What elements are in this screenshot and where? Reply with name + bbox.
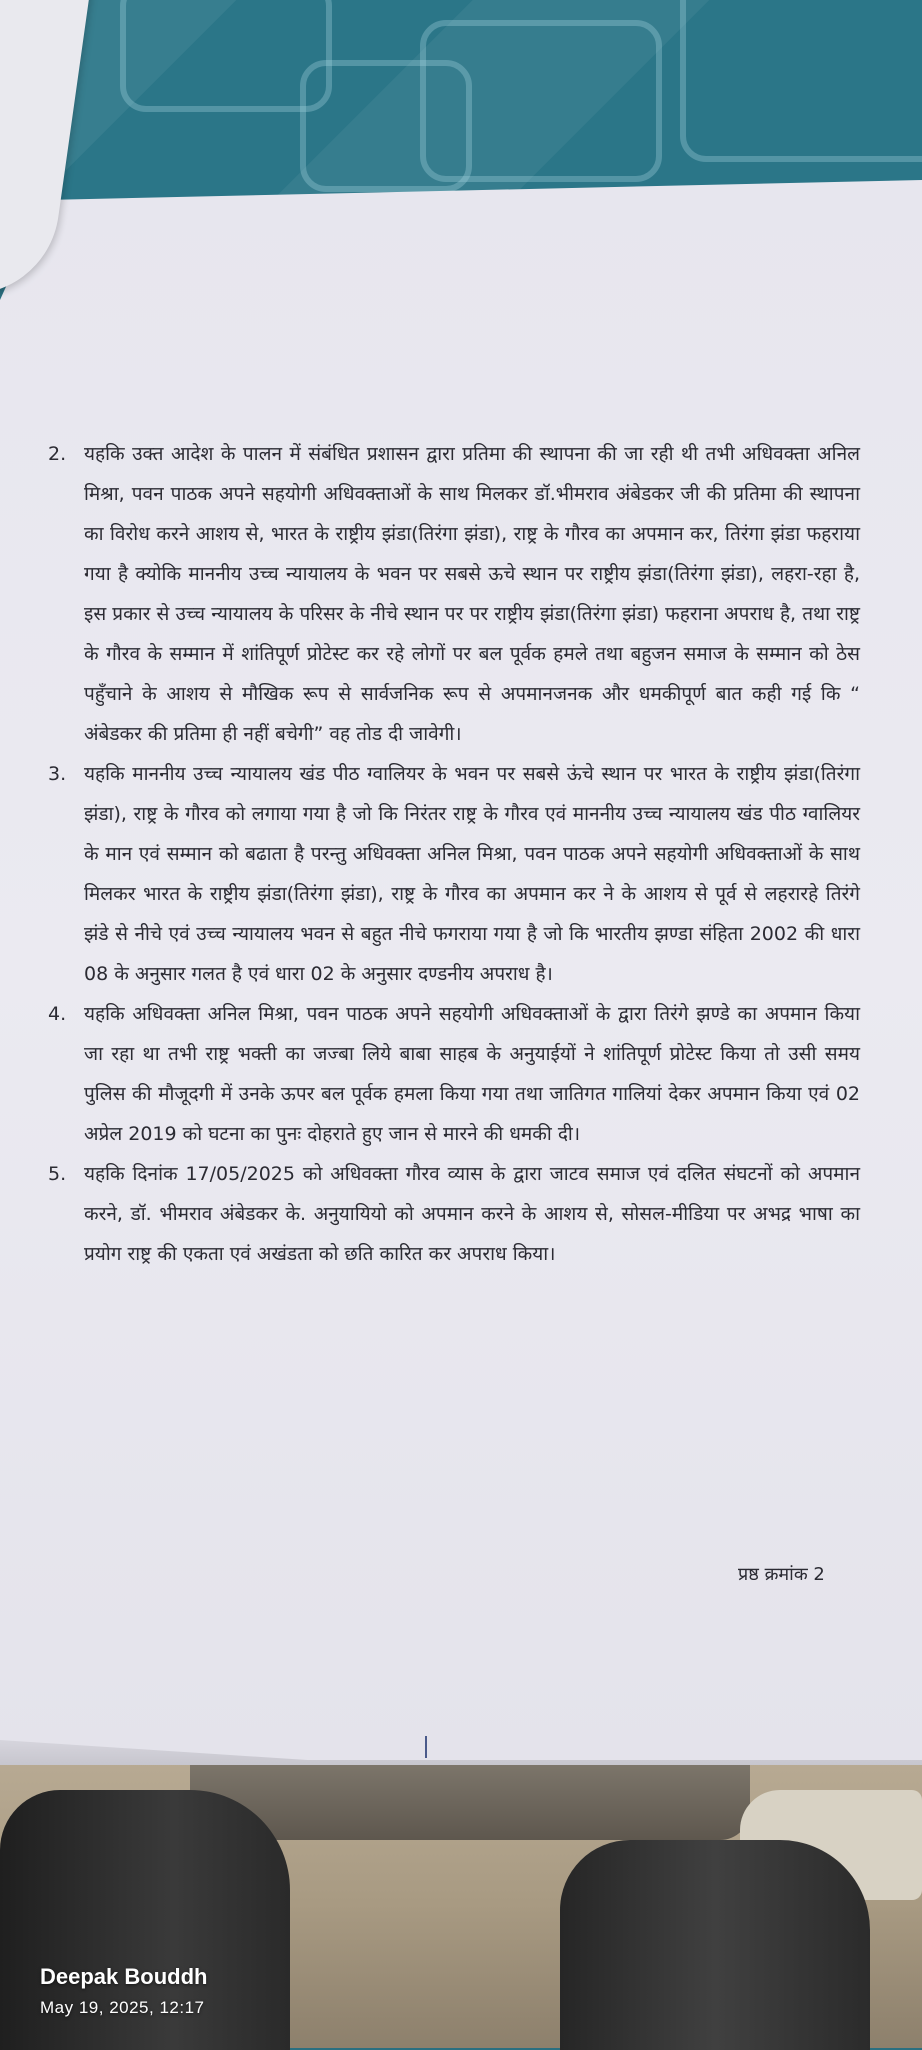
list-item	[48, 754, 860, 994]
watermark-name: Deepak Bouddh	[40, 1964, 208, 1989]
page-number: प्रष्ठ क्रमांक 2	[738, 1564, 825, 1585]
backdrop-tile	[300, 60, 472, 192]
watermark-datetime: May 19, 2025, 12:17	[40, 1998, 205, 2017]
stone-seat	[190, 1760, 750, 1840]
document-body	[48, 434, 860, 1274]
list-item	[48, 434, 860, 754]
photo-watermark	[40, 1964, 207, 2018]
ink-mark	[425, 1736, 427, 1758]
item-number: 4.	[48, 1003, 67, 1025]
item-number: 2.	[48, 443, 67, 465]
backdrop-tile	[680, 0, 922, 162]
item-number: 5.	[48, 1163, 67, 1185]
list-item	[48, 994, 860, 1154]
item-text: यहकि दिनांक 17/05/2025 को अधिवक्ता गौरव व्यास के द्वारा जाटव समाज एवं दलित संघटनों को अपमान करने, डॉ. भीमराव अंबेडकर के. अनुयायियो को अपमान करने के आशय से, सोसल-मीडिया पर अभद्र भाषा का प्रयोग राष्ट्र की एकता एवं अखंडता को छति कारित कर अपराध किया।	[84, 1163, 860, 1265]
item-text: यहकि माननीय उच्च न्यायालय खंड पीठ ग्वालियर के भवन पर सबसे ऊंचे स्थान पर भारत के राष्ट्रीय झंडा(तिरंगा झंडा), राष्ट्र के गौरव को लगाया गया है जो कि निरंतर राष्ट्र के गौरव एवं माननीय उच्च न्यायालय खंड पीठ ग्वालियर के मान एवं सम्मान को बढाता है परन्तु अधिवक्ता अनिल मिश्रा, पवन पाठक अपने सहयोगी अधिवक्ताओं के साथ मिलकर भारत के राष्ट्रीय झंडा(तिरंगा झंडा), राष्ट्र के गौरव का अपमान कर ने के आशय से पूर्व से लहरारहे तिरंगे झंडे से नीचे एवं उच्च न्यायालय भवन से बहुत नीचे फगराया गया है जो कि भारतीय झण्डा संहिता 2002 की धारा 08 के अनुसार गलत है एवं धारा 02 के अनुसार दण्डनीय अपराध है।	[84, 763, 860, 985]
item-text: यहकि उक्त आदेश के पालन में संबंधित प्रशासन द्वारा प्रतिमा की स्थापना की जा रही थी तभी अधिवक्ता अनिल मिश्रा, पवन पाठक अपने सहयोगी अधिवक्ताओं के साथ मिलकर डॉ.भीमराव अंबेडकर जी की प्रतिमा की स्थापना का विरोध करने आशय से, भारत के राष्ट्रीय झंडा(तिरंगा झंडा), राष्ट्र के गौरव का अपमान कर, तिरंगा झंडा फहराया गया है क्योकि माननीय उच्च न्यायालय के भवन पर सबसे ऊचे स्थान पर राष्ट्रीय झंडा(तिरंगा झंडा), लहरा-रहा है, इस प्रकार से उच्च न्यायालय के परिसर के नीचे स्थान पर पर राष्ट्रीय झंडा(तिरंगा झंडा) फहराना अपराध है, तथा राष्ट्र के गौरव के सम्मान में शांतिपूर्ण प्रोटेस्ट कर रहे लोगों पर बल पूर्वक हमले तथा बहुजन समाज के सम्मान को ठेस पहुँचाने के आशय से मौखिक रूप से सार्वजनिक रूप से अपमानजनक और धमकीपूर्ण बात कही गई कि “ अंबेडकर की प्रतिमा ही नहीं बचेगी” वह तोड दी जावेगी।	[84, 443, 860, 745]
item-text: यहकि अधिवक्ता अनिल मिश्रा, पवन पाठक अपने सहयोगी अधिवक्ताओं के द्वारा तिरंगे झण्डे का अपमान किया जा रहा था तभी राष्ट्र भक्ती का जज्बा लिये बाबा साहब के अनुयाईयों ने शांतिपूर्ण प्रोटेस्ट किया तो उसी समय पुलिस की मौजूदगी में उनके ऊपर बल पूर्वक हमला किया गया तथा जातिगत गालियां देकर अपमान किया एवं 02 अप्रेल 2019 को घटना का पुनः दोहराते हुए जान से मारने की धमकी दी।	[84, 1003, 860, 1145]
item-number: 3.	[48, 763, 67, 785]
list-item	[48, 1154, 860, 1274]
right-leg	[560, 1840, 870, 2050]
